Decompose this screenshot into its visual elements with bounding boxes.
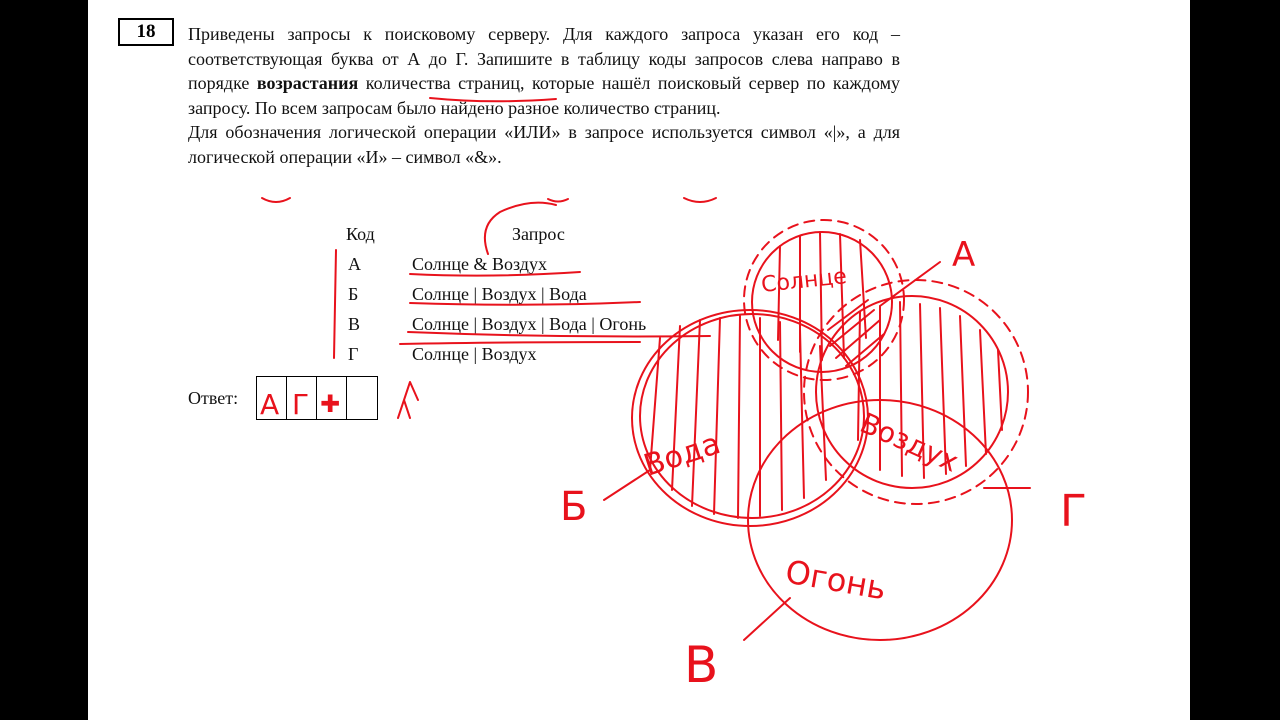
task-paragraph-1 [188, 22, 900, 120]
label-sun: Солнце [760, 264, 848, 298]
table-header-query: Запрос [512, 224, 565, 244]
task-number: 18 [118, 18, 174, 46]
answer-cell-2[interactable] [287, 377, 317, 419]
answer-label: Ответ: [188, 388, 239, 408]
answer-cell-4[interactable] [347, 377, 377, 419]
label-letter-v: В [684, 636, 719, 694]
table-cell-code-g: Г [348, 344, 359, 364]
label-fire: Огонь [782, 552, 890, 608]
label-air: Воздух [855, 406, 964, 479]
label-letter-a: А [952, 235, 976, 275]
document-page [88, 0, 1190, 720]
table-cell-query-b: Солнце | Воздух | Вода [412, 284, 587, 304]
table-header-code: Код [346, 224, 375, 244]
answer-cell-1[interactable] [257, 377, 287, 419]
answer-cell-3[interactable] [317, 377, 347, 419]
task-paragraph-2: Для обозначения логической операции «ИЛИ» в запросе используется символ «|», а для логической операции «И» – символ «&». [188, 122, 900, 167]
table-cell-query-v: Солнце | Воздух | Вода | Огонь [412, 314, 647, 334]
task-text-part2: количества страниц, которые нашёл поисковый сервер по каждому запросу. По всем запросам было найдено разное количество страниц. [188, 73, 900, 118]
table-cell-code-v: В [348, 314, 361, 334]
table-cell-query-a: Солнце & Воздух [412, 254, 547, 274]
answer-mark-2: Г [292, 388, 310, 421]
task-text-bold: возрастания [256, 73, 359, 94]
answer-mark-1: А [260, 388, 280, 421]
label-water: Вода [639, 426, 725, 484]
label-letter-b: Б [560, 484, 588, 530]
table-cell-code-a: А [348, 254, 361, 274]
table-cell-code-b: Б [348, 284, 359, 304]
label-letter-g: Г [1060, 486, 1087, 537]
task-text [188, 22, 900, 170]
table-cell-query-g: Солнце | Воздух [412, 344, 537, 364]
answer-mark-3: ✚ [320, 390, 341, 418]
answer-box [256, 376, 378, 420]
task-text-part1: Приведены запросы к поисковому серверу. Для каждого запроса указан его код – соответствующая буква от А до Г. Запишите в таблицу коды запросов слева направо в порядке [188, 24, 900, 94]
